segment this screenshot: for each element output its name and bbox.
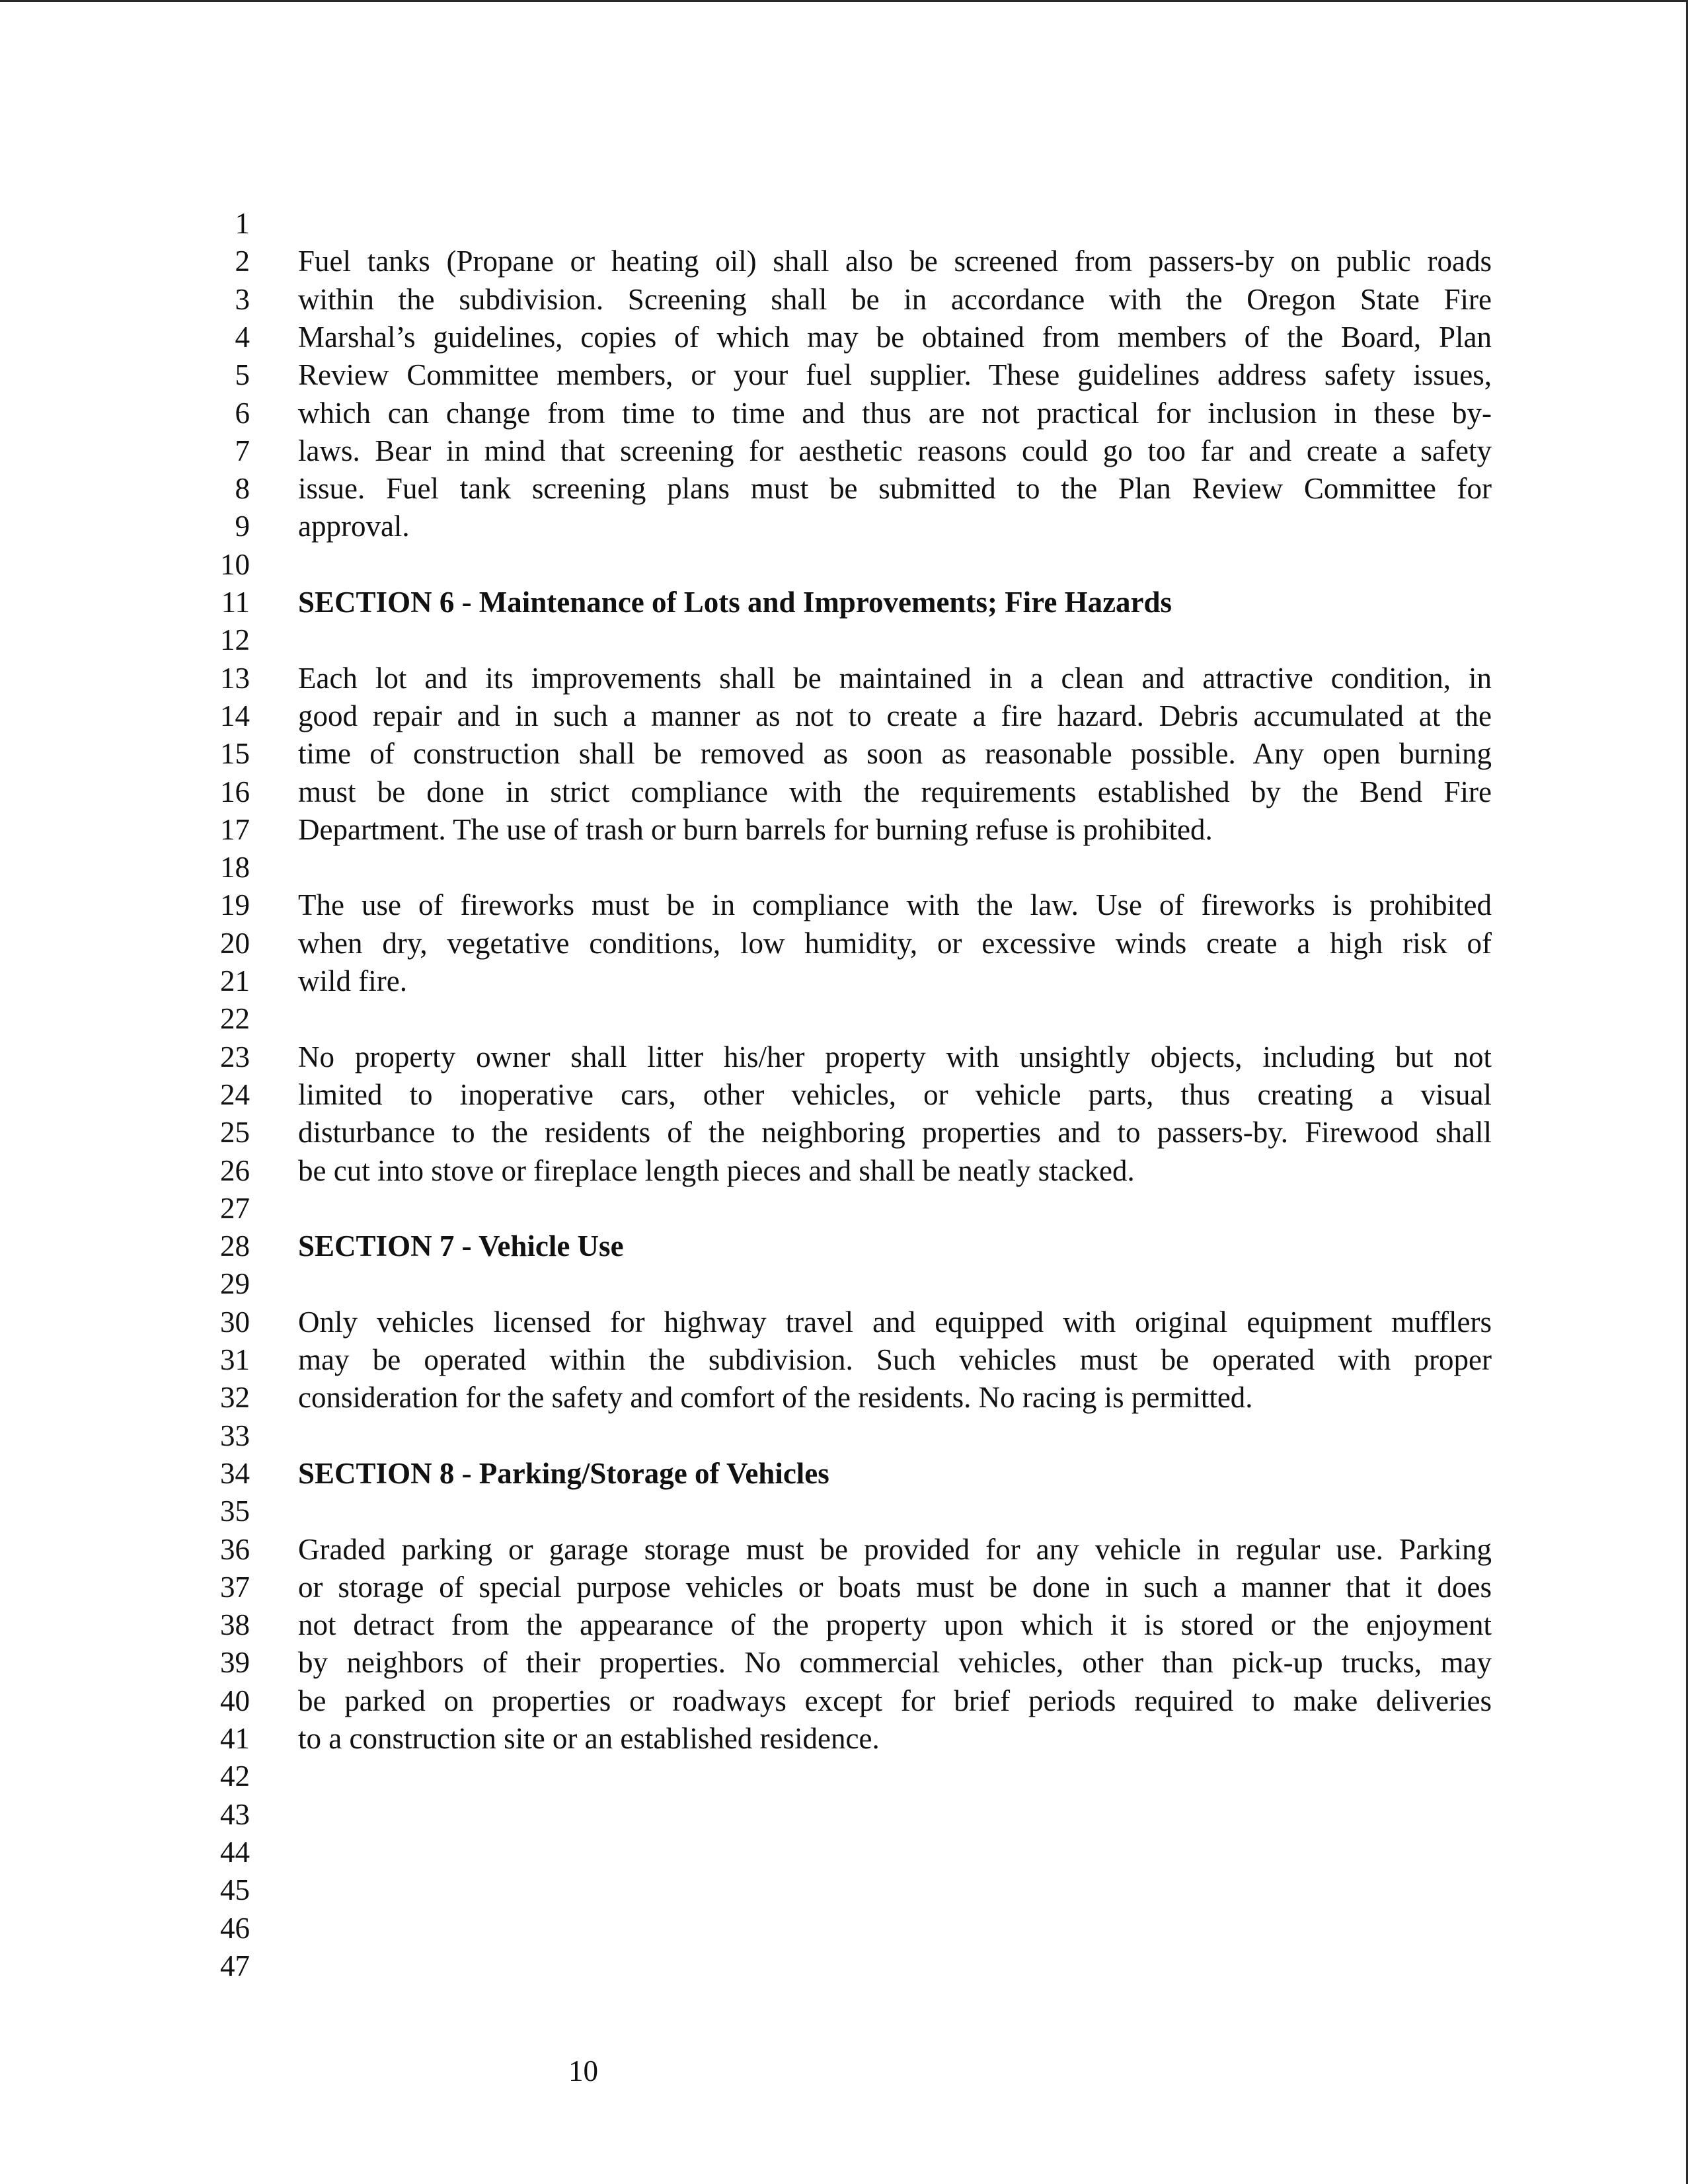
line-number: 16: [220, 775, 250, 808]
document-line: [0, 999, 1688, 1038]
document-line: [0, 280, 1688, 319]
document-line: [0, 1038, 1688, 1076]
document-line: [0, 1947, 1688, 1985]
line-number: 3: [235, 282, 250, 316]
body-text-line: wild fire.: [298, 964, 407, 997]
line-number: 9: [235, 510, 250, 543]
document-line: [0, 1757, 1688, 1795]
body-text-line: Fuel tanks (Propane or heating oil) shall also be screened from passers-by on public roads: [298, 245, 1492, 278]
document-line: [0, 242, 1688, 280]
line-number: 10: [220, 547, 250, 581]
body-text-line: within the subdivision. Screening shall be in accordance with the Oregon State Fire: [298, 282, 1492, 316]
line-number: 26: [220, 1153, 250, 1187]
line-number: 23: [220, 1040, 250, 1073]
body-text-line: good repair and in such a manner as not to create a fire hazard. Debris accumulated at the: [298, 699, 1492, 732]
document-line: [0, 848, 1688, 886]
document-line: [0, 1151, 1688, 1190]
body-text-line: time of construction shall be removed as soon as reasonable possible. Any open burning: [298, 737, 1492, 771]
document-line: [0, 1682, 1688, 1720]
body-text-line: Marshal’s guidelines, copies of which may be obtained from members of the Board, Plan: [298, 320, 1492, 354]
body-text-line: when dry, vegetative conditions, low humidity, or excessive winds create a high risk of: [298, 926, 1492, 960]
document-line: [0, 469, 1688, 508]
document-line: [0, 924, 1688, 962]
line-number: 28: [220, 1229, 250, 1263]
line-number: 18: [220, 851, 250, 884]
document-line: [0, 962, 1688, 1000]
line-number: 8: [235, 472, 250, 506]
line-number: 44: [220, 1835, 250, 1869]
line-number: 40: [220, 1684, 250, 1717]
document-line: [0, 1568, 1688, 1606]
line-number: 14: [220, 699, 250, 732]
document-line: [0, 318, 1688, 356]
line-number: 34: [220, 1456, 250, 1490]
line-number: 5: [235, 358, 250, 392]
document-line: [0, 1606, 1688, 1644]
body-text-line: by neighbors of their properties. No commercial vehicles, other than pick-up trucks, may: [298, 1646, 1492, 1680]
document-line: [0, 1417, 1688, 1455]
line-number: 47: [220, 1949, 250, 1982]
document-line: [0, 1909, 1688, 1947]
document-line: [0, 545, 1688, 584]
body-text-line: Only vehicles licensed for highway travel and equipped with original equipment mufflers: [298, 1305, 1492, 1339]
document-line: [0, 583, 1688, 621]
line-number: 12: [220, 623, 250, 657]
line-number: 21: [220, 964, 250, 997]
body-text-line: be cut into stove or fireplace length pieces and shall be neatly stacked.: [298, 1153, 1135, 1187]
line-number: 4: [235, 320, 250, 354]
line-number: 30: [220, 1305, 250, 1339]
document-line: [0, 659, 1688, 697]
body-text-line: issue. Fuel tank screening plans must be submitted to the Plan Review Committee for: [298, 472, 1492, 506]
document-line: [0, 734, 1688, 773]
line-number: 36: [220, 1532, 250, 1566]
body-text-line: consideration for the safety and comfort of the residents. No racing is permitted.: [298, 1381, 1253, 1415]
document-line: [0, 507, 1688, 545]
body-text-line: The use of fireworks must be in compliance with the law. Use of fireworks is prohibited: [298, 888, 1492, 922]
document-line: [0, 697, 1688, 735]
section-heading: SECTION 6 - Maintenance of Lots and Improvements; Fire Hazards: [298, 586, 1172, 619]
line-number: 45: [220, 1873, 250, 1907]
line-number: 13: [220, 661, 250, 695]
line-number: 41: [220, 1722, 250, 1755]
line-number: 15: [220, 737, 250, 771]
line-number: 32: [220, 1381, 250, 1415]
line-number: 37: [220, 1570, 250, 1604]
line-number: 39: [220, 1646, 250, 1680]
body-text-line: laws. Bear in mind that screening for aesthetic reasons could go too far and create a safety: [298, 434, 1492, 467]
line-number: 6: [235, 396, 250, 430]
line-number: 11: [221, 586, 250, 619]
line-number: 17: [220, 812, 250, 846]
document-line: [0, 621, 1688, 659]
body-text-line: Department. The use of trash or burn barrels for burning refuse is prohibited.: [298, 812, 1213, 846]
line-number: 7: [235, 434, 250, 467]
document-line: [0, 773, 1688, 811]
line-number: 43: [220, 1797, 250, 1831]
body-text-line: to a construction site or an established residence.: [298, 1722, 880, 1755]
line-number: 1: [235, 207, 250, 240]
body-text-line: limited to inoperative cars, other vehicles, or vehicle parts, thus creating a visual: [298, 1077, 1492, 1111]
document-line: [0, 356, 1688, 394]
body-text-line: approval.: [298, 510, 410, 543]
document-line: [0, 1341, 1688, 1379]
document-line: [0, 1492, 1688, 1530]
line-number: 33: [220, 1419, 250, 1452]
body-text-line: not detract from the appearance of the property upon which it is stored or the enjoyment: [298, 1608, 1492, 1642]
line-number: 19: [220, 888, 250, 922]
line-number: 25: [220, 1116, 250, 1150]
document-line: [0, 1454, 1688, 1493]
document-line: [0, 1795, 1688, 1834]
document-line: [0, 1833, 1688, 1871]
section-heading: SECTION 7 - Vehicle Use: [298, 1229, 624, 1263]
body-text-line: No property owner shall litter his/her property with unsightly objects, including but not: [298, 1040, 1492, 1073]
document-line: [0, 1075, 1688, 1114]
section-heading: SECTION 8 - Parking/Storage of Vehicles: [298, 1456, 829, 1490]
line-number: 38: [220, 1608, 250, 1642]
document-line: [0, 1378, 1688, 1417]
line-number: 20: [220, 926, 250, 960]
document-line: [0, 1189, 1688, 1228]
body-text-line: disturbance to the residents of the neighboring properties and to passers-by. Firewood shall: [298, 1116, 1492, 1150]
line-number: 2: [235, 245, 250, 278]
document-line: [0, 1530, 1688, 1569]
body-text-line: may be operated within the subdivision. Such vehicles must be operated with proper: [298, 1343, 1492, 1376]
body-text-line: Each lot and its improvements shall be maintained in a clean and attractive condition, in: [298, 661, 1492, 695]
page-number: 10: [568, 2054, 598, 2087]
document-line: [0, 394, 1688, 432]
document-line: [0, 1719, 1688, 1758]
line-number: 24: [220, 1077, 250, 1111]
body-text-line: must be done in strict compliance with the requirements established by the Bend Fire: [298, 775, 1492, 808]
document-line: [0, 1227, 1688, 1265]
document-line: [0, 432, 1688, 470]
scan-top-edge: [0, 0, 1688, 2]
body-text-line: Review Committee members, or your fuel supplier. These guidelines address safety issues,: [298, 358, 1492, 392]
body-text-line: Graded parking or garage storage must be provided for any vehicle in regular use. Parking: [298, 1532, 1492, 1566]
line-number: 42: [220, 1760, 250, 1793]
body-text-line: which can change from time to time and thus are not practical for inclusion in these by-: [298, 396, 1492, 430]
document-line: [0, 886, 1688, 924]
document-line: [0, 1871, 1688, 1909]
line-number: 35: [220, 1495, 250, 1528]
document-line: [0, 1265, 1688, 1303]
line-number: 31: [220, 1343, 250, 1376]
document-line: [0, 810, 1688, 849]
line-number: 29: [220, 1267, 250, 1301]
line-number: 27: [220, 1191, 250, 1225]
document-line: [0, 1643, 1688, 1682]
document-line: [0, 1303, 1688, 1341]
document-line: [0, 204, 1688, 243]
body-text-line: or storage of special purpose vehicles or boats must be done in such a manner that it does: [298, 1570, 1492, 1604]
line-number: 46: [220, 1911, 250, 1945]
body-text-line: be parked on properties or roadways except for brief periods required to make deliveries: [298, 1684, 1492, 1717]
line-number: 22: [220, 1002, 250, 1036]
document-line: [0, 1113, 1688, 1151]
